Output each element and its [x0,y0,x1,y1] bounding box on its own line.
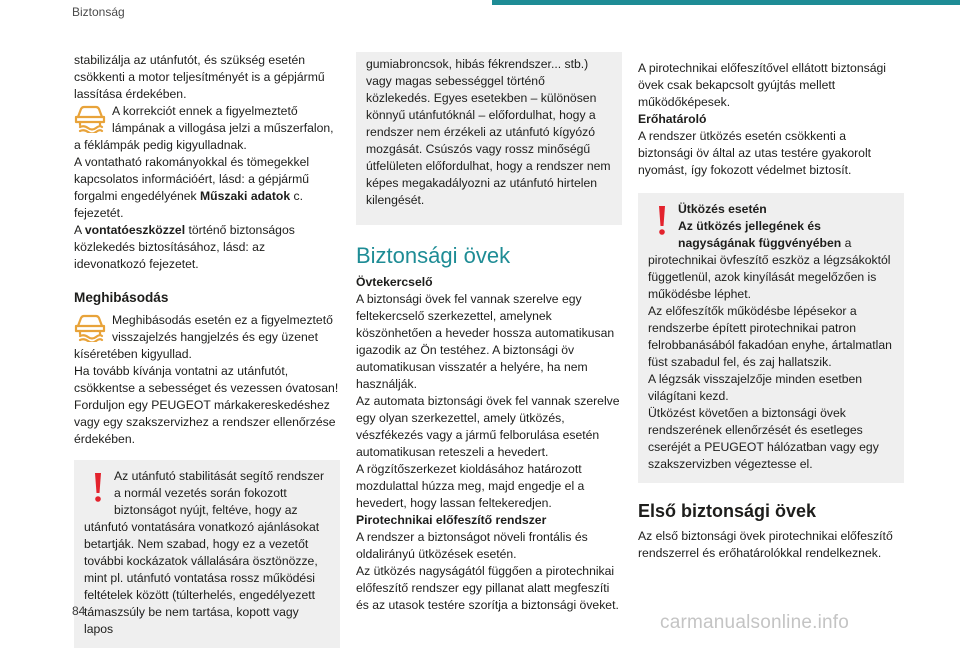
malfunction-more: Ha tovább kívánja vontatni az utánfutót, csökkentse a sebességet és vezessen óvatosan! Forduljon egy PEUGEOT márkakereskedéshez vagy egy szakszervizhez a rendszer ellenőrzése érdekében. [74,364,339,446]
malfunction-text: Meghibásodás esetén ez a figyelmeztető visszajelzés hangjelzés és egy üzenet kíséretében kigyullad. [74,313,333,361]
release-text: A rögzítőszerkezet kioldásához határozott mozdulattal húzza meg, majd engedje el a hevedert, hogy lassan feltekeredjen. [356,462,585,510]
malfunction-note [74,312,340,363]
column-3 [638,60,904,562]
stability-warning-continued [356,52,622,225]
retractor-text: A biztonsági övek fel vannak szerelve egy feltekercselő szerkezettel, amelynek köszönhetően a heveder hossza automatikusan igazodik az Ön testéhez. A biztonsági öv automatikusan visszatér a helyére, ha nem használják. [356,292,615,391]
watermark: carmanualsonline.info [660,612,850,633]
pretensioner-more: Az ütközés nagyságától függően a pirotechnikai előfeszítő rendszer egy pillanat alatt megfeszíti és az utasok testére szorítja a biztonsági öveket. [356,564,619,612]
page-number: 84 [72,604,86,618]
collision-warning-box [638,193,904,483]
running-header: Biztonság [72,5,125,19]
intro-paragraph: stabilizálja az utánfutót, és szükség esetén csökkenti a motor teljesítményét is a gépjármű lassítása érdekében. [74,53,325,101]
exclamation-warning-icon [652,204,672,236]
collision-note-title: Ütközés esetén [678,202,767,216]
pretensioner-text: A rendszer a biztonságot növeli frontális és oldalirányú ütközések esetén. [356,530,588,561]
collision-note-text-a: Az ütközés jellegének és nagyságának függvényében a pirotechnikai övfeszítő eszköz a légzsákoktól függetlenül, azok kinyílását megelőzően is működésbe léphet. [648,219,891,301]
stability-warning-box [74,460,340,648]
section-heading-seatbelts: Biztonsági övek [356,243,511,268]
column-1 [74,52,340,648]
automatic-belt-text: Az automata biztonsági övek fel vannak szerelve egy olyan szerkezettel, amely ütközés, vészfékezés vagy a jármű felborulása esetén automatikusan reteszeli a hevedert. [356,394,620,459]
front-seatbelts-heading: Első biztonsági övek [638,501,817,521]
collision-note-text-d: Ütközést követően a biztonsági övek rendszerének ellenőrzését és esetleges cseréjét a PEUGEOT hálózatban vagy egy szakszervizben végeztesse el. [648,406,879,471]
force-limiter-heading: Erőhatároló [638,112,707,126]
malfunction-heading: Meghibásodás [74,290,169,305]
collision-note-text-c: A légzsák visszajelzője minden esetben világítani kezd. [648,372,863,403]
warning-continued-text: gumiabroncsok, hibás fékrendszer... stb.) vagy magas sebességgel történő közlekedés. Egyes esetekben – különösen könnyű utánfutóknál – előfordulhat, hogy a rendszer nem érzékeli az utánfutó kígyózó mozgását. Csúszós vagy rossz minőségű útfelületen előfordulhat, hogy a rendszer nem képes megakadályozni az utánfutó hirtelen kilengését. [366,57,611,207]
retractor-heading: Övtekercselő [356,275,433,289]
towing-paragraph: A vontatóeszközzel történő biztonságos közlekedés biztosításához, lásd: az idevonatkozó fejezetet. [74,223,295,271]
stability-warning-text: Az utánfutó stabilitását segítő rendszer a normál vezetés során fokozott biztonságot nyújt, feltéve, hogy az utánfutó vontatására vonatkozó ajánlásokat betartják. Nem szabad, hogy ez a vezetőt további kockázatok vállalására ösztönözze, mint pl. utánfutó vontatása rossz működési feltételek között (túlterhelés, engedélyezett támaszsúly be nem tartása, kopott vagy lapos [84,469,325,636]
trailer-warning-lamp-icon [74,105,106,133]
pretensioner-ignition-text: A pirotechnikai előfeszítővel ellátott biztonsági övek csak bekapcsolt gyújtás mellett működőképesek. [638,61,886,109]
lamp-text: A korrekciót ennek a figyelmeztető lámpának a villogása jelzi a műszerfalon, a féklámpák pedig kigyulladnak. [74,104,334,152]
pretensioner-heading: Pirotechnikai előfeszítő rendszer [356,513,547,527]
trailer-warning-lamp-icon [74,314,106,342]
front-seatbelts-text: Az első biztonsági övek pirotechnikai előfeszítő rendszerrel és erőhatárolókkal rendelkeznek. [638,529,893,560]
header-accent-bar [492,0,960,5]
collision-note-text-b: Az előfeszítők működésbe lépésekor a rendszerbe épített pirotechnikai patron felrobbanásából fakadóan enyhe, ártalmatlan füst szabadul fel, és zaj hallatszik. [648,304,892,369]
lamp-note [74,103,340,154]
force-limiter-text: A rendszer ütközés esetén csökkenti a biztonsági öv által az utas testére gyakorolt nyomást, így fokozott védelmet biztosít. [638,129,872,177]
towable-paragraph: A vontatható rakományokkal és tömegekkel kapcsolatos információért, lásd: a gépjármű forgalmi engedélyének Műszaki adatok c. fejezetét. [74,155,310,220]
exclamation-warning-icon [88,471,108,503]
column-2 [356,52,622,614]
